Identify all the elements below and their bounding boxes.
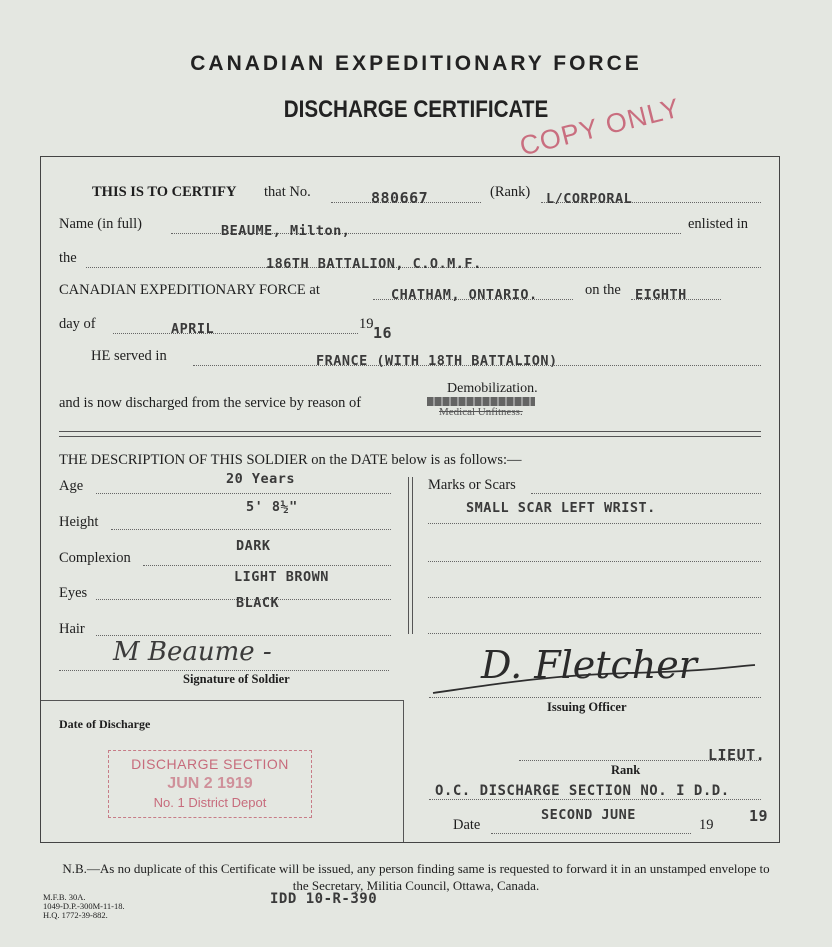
eyes-value: LIGHT BROWN bbox=[234, 569, 329, 585]
cef-at-label: CANADIAN EXPEDITIONARY FORCE at bbox=[59, 282, 320, 298]
reason-label: and is now discharged from the service by reason of bbox=[59, 395, 362, 411]
rank-caption: Rank bbox=[611, 763, 641, 777]
served-location: FRANCE (WITH 18TH BATTALION) bbox=[316, 353, 558, 369]
marks-label: Marks or Scars bbox=[428, 477, 516, 493]
year-suffix: 16 bbox=[373, 324, 393, 342]
copy-only-stamp: COPY ONLY bbox=[516, 92, 684, 162]
enlistment-day: EIGHTH bbox=[635, 287, 687, 303]
soldier-signature-label: Signature of Soldier bbox=[183, 672, 290, 686]
discharge-reason: Demobilization. bbox=[447, 381, 538, 396]
regimental-number: 880667 bbox=[371, 189, 429, 207]
issue-year-suffix: 19 bbox=[749, 807, 769, 825]
rank-value: L/CORPORAL bbox=[546, 191, 633, 207]
hair-label: Hair bbox=[59, 621, 85, 637]
age-label: Age bbox=[59, 478, 84, 494]
date-label: Date bbox=[453, 817, 481, 833]
officer-rank: LIEUT. bbox=[708, 746, 766, 764]
the-label: the bbox=[59, 250, 77, 266]
battalion: 186TH BATTALION, C.O.M.F. bbox=[266, 256, 482, 272]
date-of-discharge-label: Date of Discharge bbox=[59, 717, 151, 731]
day-of-label: day of bbox=[59, 316, 96, 332]
officer-signature: D. Fletcher bbox=[481, 643, 697, 687]
file-reference-code: IDD 10-R-390 bbox=[270, 891, 378, 907]
description-heading: THE DESCRIPTION OF THIS SOLDIER on the DATE below is as follows:— bbox=[59, 452, 522, 468]
soldier-name: BEAUME, Milton, bbox=[221, 223, 351, 239]
strikeout-marks bbox=[427, 397, 535, 406]
issue-date: SECOND JUNE bbox=[541, 807, 636, 823]
year-prefix: 19 bbox=[359, 316, 374, 332]
certificate-frame bbox=[40, 156, 780, 843]
rank-label: (Rank) bbox=[490, 184, 531, 200]
soldier-signature: M Beaume - bbox=[113, 637, 272, 667]
issuing-office: O.C. DISCHARGE SECTION NO. I D.D. bbox=[435, 783, 730, 799]
age-value: 20 Years bbox=[226, 471, 296, 487]
form-reference: M.F.B. 30A. 1049-D.P.-300M-11-18. H.Q. 1772-39-882. bbox=[43, 892, 125, 920]
complexion-value: DARK bbox=[236, 538, 271, 554]
certify-lead: THIS IS TO CERTIFY bbox=[92, 184, 237, 200]
issue-year-prefix: 19 bbox=[699, 817, 714, 833]
height-value: 5' 8½" bbox=[246, 499, 298, 515]
hair-value: BLACK bbox=[236, 595, 280, 611]
on-the-label: on the bbox=[585, 282, 621, 298]
height-label: Height bbox=[59, 514, 99, 530]
enlistment-month: APRIL bbox=[171, 321, 215, 337]
name-label: Name (in full) bbox=[59, 216, 142, 232]
marks-value: SMALL SCAR LEFT WRIST. bbox=[466, 500, 656, 516]
enlistment-place: CHATHAM, ONTARIO. bbox=[391, 287, 538, 303]
nb-notice: N.B.—As no duplicate of this Certificate will be issued, any person finding same is requested to forward it in an unstamped envelope to the Secretary, Militia Council, Ottawa, Canada. bbox=[62, 861, 770, 893]
served-in-label: HE served in bbox=[91, 348, 167, 364]
document-title: CANADIAN EXPEDITIONARY FORCE bbox=[190, 52, 642, 75]
complexion-label: Complexion bbox=[59, 550, 131, 566]
discharge-section-stamp: DISCHARGE SECTION JUN 2 1919 No. 1 District Depot bbox=[108, 750, 312, 818]
eyes-label: Eyes bbox=[59, 585, 88, 601]
enlisted-in-label: enlisted in bbox=[688, 216, 749, 232]
that-no-label: that No. bbox=[264, 184, 311, 200]
issuing-officer-label: Issuing Officer bbox=[547, 700, 627, 714]
certificate-title: DISCHARGE CERTIFICATE bbox=[283, 96, 549, 123]
struck-reason: Medical Unfitness. bbox=[439, 406, 523, 418]
